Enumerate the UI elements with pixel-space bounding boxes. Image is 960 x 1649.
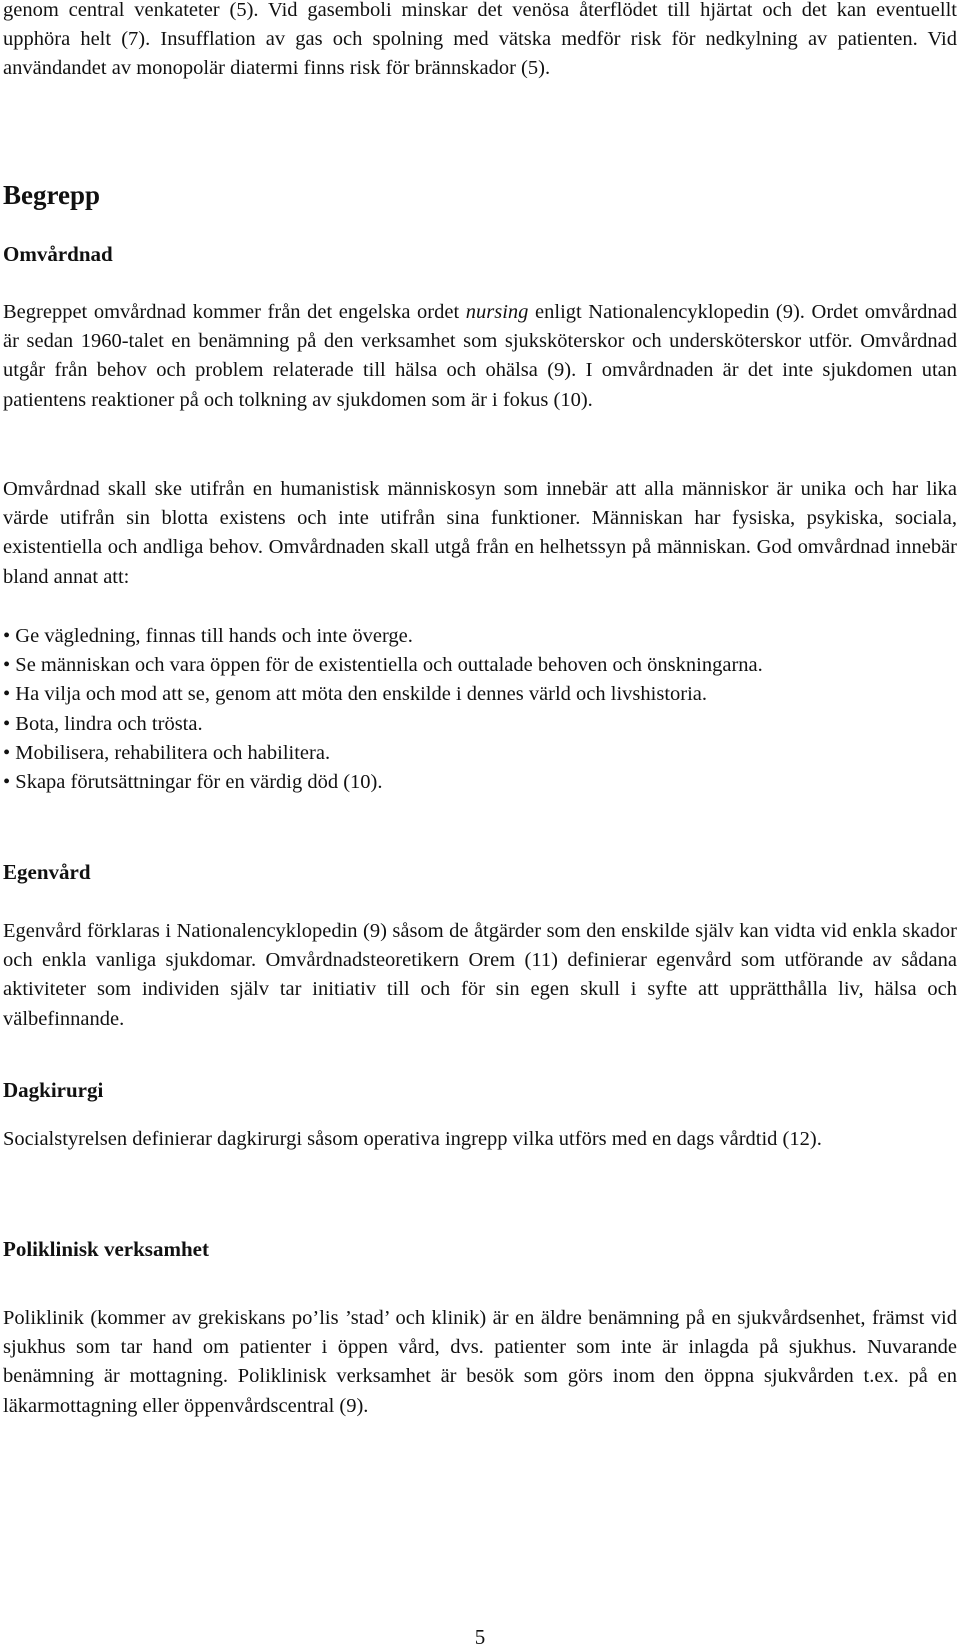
intro-paragraph: genom central venkateter (5). Vid gasemboli minskar det venösa återflödet till hjärtat och det kan eventuellt upphöra helt (7). Insufflation av gas och spolning med vätska medför risk för nedkylning av patienten. Vid användandet av monopolär diatermi finns risk för brännskador (5). (3, 0, 957, 80)
list-item: • Ha vilja och mod att se, genom att möta den enskilde i dennes värld och livshistoria. (3, 683, 708, 706)
poliklinisk-paragraph: Poliklinik (kommer av grekiskans po’lis ’stad’ och klinik) är en äldre benämning på en sjukvårdsenhet, främst vid sjukhus som tar hand om patienter i öppen vård, dvs. patienter som inte är inlagda på sjukhus. Nuvarande benämning är mottagning. Poliklinisk verksamhet är besök som görs inom den öppna sjukvården t.ex. på en läkarmottagning eller öppenvårdscentral (9). (3, 1307, 957, 1417)
omvardnad-bullet-list (3, 622, 957, 797)
dagkirurgi-paragraph: Socialstyrelsen definierar dagkirurgi såsom operativa ingrepp vilka utförs med en dags vårdtid (12). (3, 1128, 822, 1150)
subheading-egenvard: Egenvård (3, 860, 91, 884)
egenvard-paragraph: Egenvård förklaras i Nationalencyklopedin (9) såsom de åtgärder som den enskilde själv kan vidta vid enkla skador och enkla vanliga sjukdomar. Omvårdnadsteoretikern Orem (11) definierar egenvård som utförande av sådana aktiviteter som individen själv tar initiativ till och för sin egen skull i syfte att upprätthålla liv, hälsa och välbefinnande. (3, 920, 957, 1030)
list-item: • Skapa förutsättningar för en värdig död (10). (3, 771, 383, 794)
subheading-dagkirurgi: Dagkirurgi (3, 1078, 104, 1102)
subheading-poliklinisk-verksamhet: Poliklinisk verksamhet (3, 1237, 209, 1261)
subheading-omvardnad: Omvårdnad (3, 242, 113, 266)
omvardnad-paragraph-2: Omvårdnad skall ske utifrån en humanistisk människosyn som innebär att alla människor är unika och har lika värde utifrån sin blotta existens och inte utifrån sina funktioner. Människan har fysiska, psykiska, sociala, existentiella och andliga behov. Omvårdnaden skall utgå från en helhetssyn på människan. God omvårdnad innebär bland annat att: (3, 478, 957, 588)
list-item: • Mobilisera, rehabilitera och habilitera. (3, 741, 331, 764)
omvardnad-paragraph-1 (3, 298, 957, 415)
term-nursing: nursing (465, 301, 529, 323)
section-heading-begrepp: Begrepp (3, 180, 101, 210)
page-number: 5 (474, 1625, 486, 1649)
list-item: • Se människan och vara öppen för de existentiella och outtalade behoven och önskningarna. (3, 654, 763, 677)
list-item: • Ge vägledning, finnas till hands och inte överge. (3, 625, 413, 647)
omvardnad-p1-start: Begreppet omvårdnad kommer från det engelska ordet (3, 301, 466, 323)
omvardnad-p1-end: enligt Nationalencyklopedin (9). Ordet omvårdnad är sedan 1960-talet en benämning på den verksamhet som sjuksköterskor och undersköterskor utför. Omvårdnad utgår från behov och problem relaterade till hälsa och ohälsa (9). I omvårdnaden är det inte sjukdomen utan patientens reaktioner på och tolkning av sjukdomen som är i fokus (10). (3, 301, 958, 411)
list-item: • Bota, lindra och trösta. (3, 712, 203, 735)
